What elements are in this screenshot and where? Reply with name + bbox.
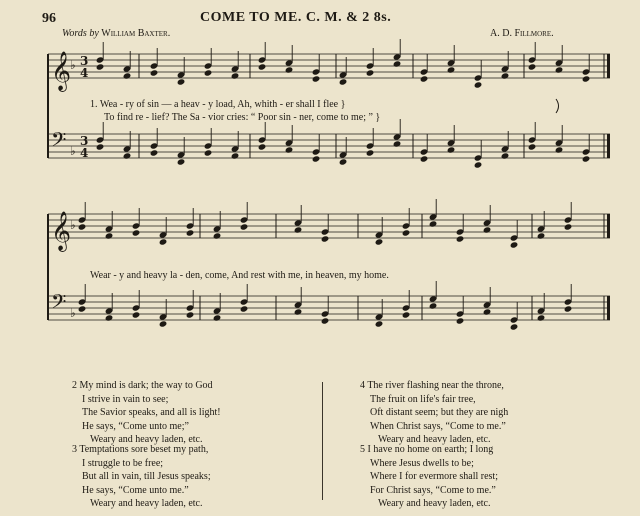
note-head [78,223,87,230]
final-bar-thick [607,214,610,238]
note-head [555,146,564,153]
note-head [528,143,537,150]
verse-line: I strive in vain to see; [82,393,169,405]
note-head [204,149,213,156]
note-head [339,158,348,165]
note-head [132,229,141,236]
verse-line: When Christ says, “Come to me.” [370,420,506,432]
note-head [483,308,492,315]
note-head [420,75,429,82]
flat-icon: ♭ [70,306,76,320]
note-head [159,238,168,245]
note-head [537,314,546,321]
verse-3 [72,443,211,511]
bass-clef-icon: 𝄢 [51,290,67,318]
verse-line: He says, “Come unto me.” [82,484,189,496]
note-head [447,146,456,153]
note-head [123,72,132,79]
note-head [528,63,537,70]
note-head [375,320,384,327]
note-head [312,155,321,162]
note-head [294,308,303,315]
note-head [474,81,483,88]
time-signature-bottom: 4 [80,66,89,80]
verse-line: Weary and heavy laden, etc. [378,498,491,510]
lyric-line-verse1: 1. Wea - ry of sin — a heav - y load, Ah, whith - er shall I flee } [90,99,346,110]
lyric-line-refrain: Wear - y and heavy la - den, come, And rest with me, in heaven, my home. [90,270,389,281]
note-head [456,235,465,242]
flat-icon: ♭ [70,218,76,232]
note-head [582,155,591,162]
verse-line: 4 The river flashing near the throne, [360,380,504,391]
note-head [339,78,348,85]
verse-line: For Christ says, “Come to me.” [370,484,496,496]
note-head [78,305,87,312]
note-head [456,317,465,324]
note-head [240,223,249,230]
note-head [177,78,186,85]
note-head [105,232,114,239]
verse-line: The fruit on life's fair tree, [370,393,476,405]
note-head [510,241,519,248]
note-head [582,75,591,82]
note-head [96,63,105,70]
note-head [294,226,303,233]
verse-4 [360,379,508,447]
verse-line: Weary and heavy laden, etc. [378,434,491,446]
note-head [393,140,402,147]
note-head [366,69,375,76]
author-name: William Baxter. [101,28,171,39]
note-head [375,238,384,245]
note-head [150,149,159,156]
bass-clef-icon: 𝄢 [51,128,67,156]
time-signature-bottom: 4 [80,146,89,160]
note-head [285,66,294,73]
note-head [321,317,330,324]
composer-credit: A. D. Fillmore. [490,28,554,39]
verse-line: Where Jesus dwells to be; [370,457,474,469]
time-signature-top: 3 [80,54,89,68]
flat-icon: ♭ [70,58,76,72]
note-head [537,232,546,239]
note-head [150,69,159,76]
note-head [285,146,294,153]
verse-line: I struggle to be free; [82,457,164,469]
note-head [186,229,195,236]
treble-clef-icon: 𝄞 [51,211,72,251]
note-head [132,311,141,318]
note-head [186,311,195,318]
time-signature-top: 3 [80,134,89,148]
verse-line: He says, “Come unto me;” [82,420,189,432]
note-head [429,220,438,227]
note-head [258,143,267,150]
lyric-line-verse2: To find re - lief? The Sa - vior cries: “ Poor sin - ner, come to me; ” } [104,112,381,123]
note-head [96,143,105,150]
note-head [501,72,510,79]
treble-clef-icon: 𝄞 [51,51,72,91]
note-head [447,66,456,73]
flat-icon: ♭ [70,144,76,158]
note-head [483,226,492,233]
note-head [555,66,564,73]
note-head [474,161,483,168]
final-bar-thick [607,296,610,320]
verse-line: 2 My mind is dark; the way to God [72,380,213,391]
note-head [393,60,402,67]
final-bar-thick [607,134,610,158]
page-number: 96 [42,11,56,26]
note-head [240,305,249,312]
note-head [366,149,375,156]
verse-2 [72,379,221,447]
note-head [510,323,519,330]
note-head [177,158,186,165]
note-head [564,223,573,230]
final-bar-thick [607,54,610,78]
verse-column-divider [322,382,323,500]
note-head [213,232,222,239]
note-head [402,311,411,318]
note-head [258,63,267,70]
note-head [402,229,411,236]
note-head [231,152,240,159]
verse-line: But all in vain, till Jesus speaks; [82,471,211,483]
note-head [204,69,213,76]
hymn-title: COME TO ME. C. M. & 2 8s. [200,10,392,25]
verse-line: 3 Temptations sore beset my path, [72,444,209,455]
words-prefix: Words by [62,28,99,39]
note-head [213,314,222,321]
note-head [105,314,114,321]
note-head [312,75,321,82]
verse-line: Oft distant seem; but they are nigh [370,407,509,419]
note-head [159,320,168,327]
verse-line: Where I for evermore shall rest; [370,471,498,483]
note-head [501,152,510,159]
verse-5 [360,443,498,511]
note-head [429,302,438,309]
lyric-brace [556,99,559,113]
verse-line: Weary and heavy laden, etc. [90,498,203,510]
note-head [420,155,429,162]
note-head [564,305,573,312]
verse-line: Weary and heavy laden, etc. [90,434,203,446]
note-head [231,72,240,79]
note-head [123,152,132,159]
note-head [321,235,330,242]
verse-line: 5 I have no home on earth; I long [360,444,494,455]
verse-line: The Savior speaks, and all is light! [82,407,221,419]
